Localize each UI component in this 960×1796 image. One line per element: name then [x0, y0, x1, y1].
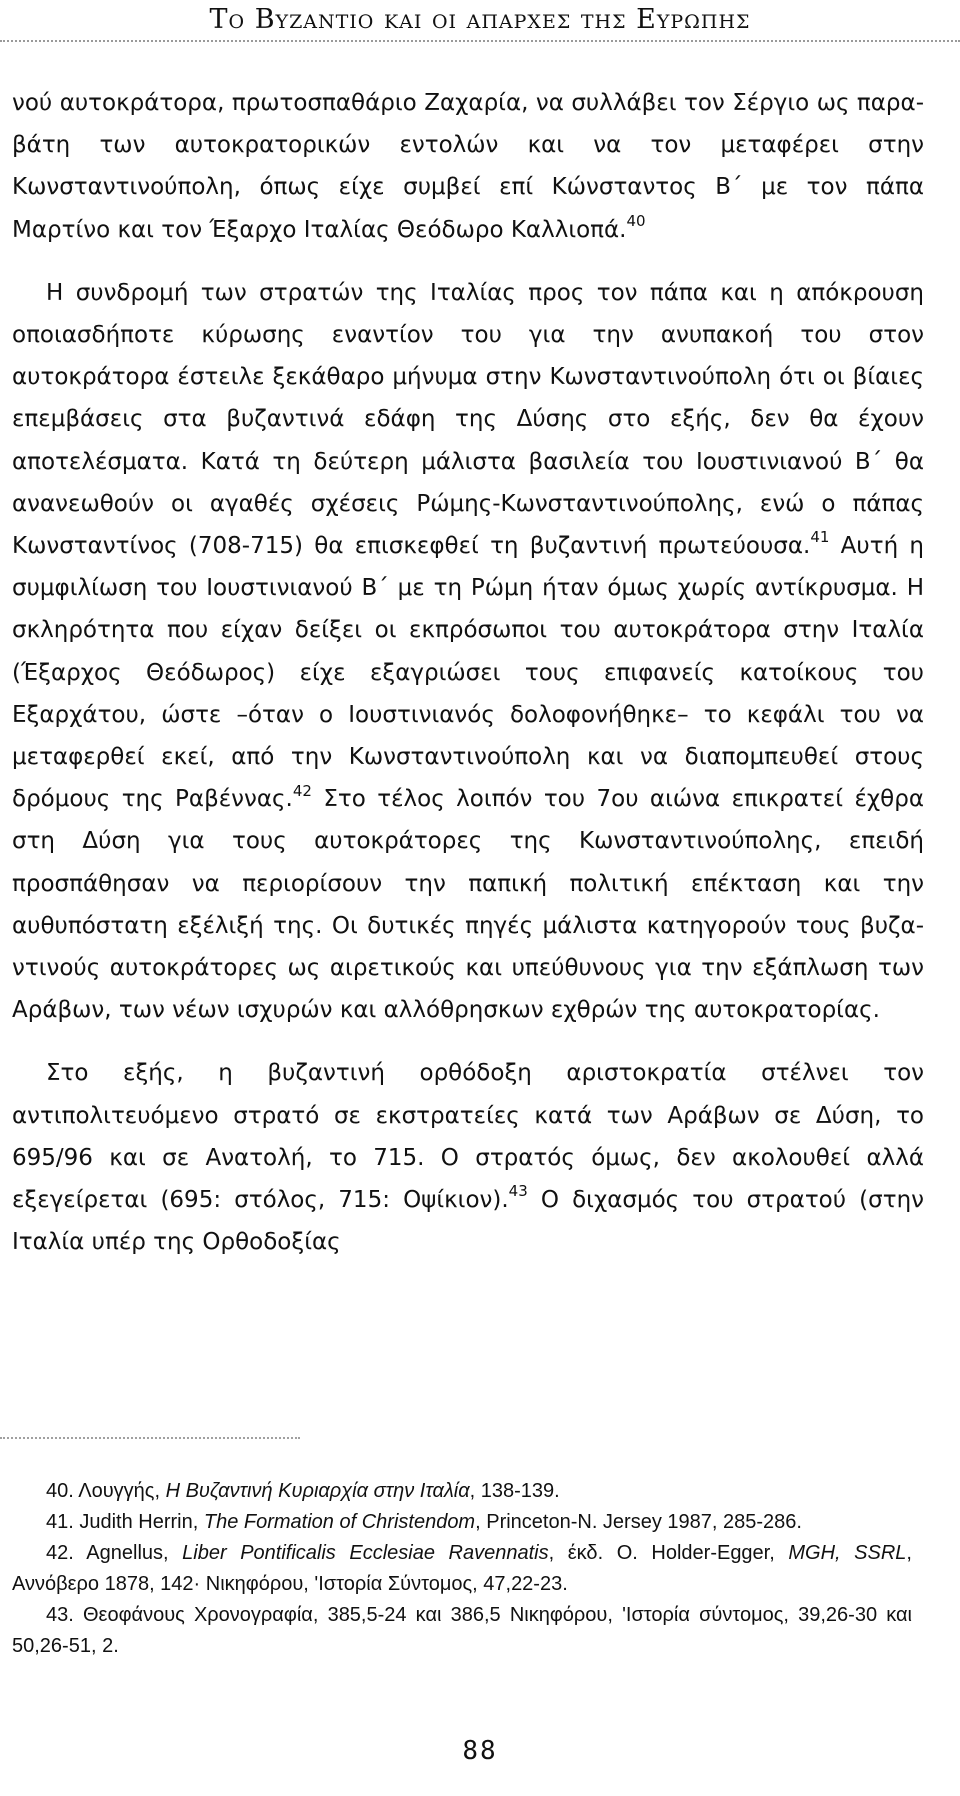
- footnote-text: Agnellus,: [73, 1542, 183, 1564]
- footnote-ref-43[interactable]: 43: [508, 1182, 528, 1201]
- paragraph-text: Στο εξής, η βυζαντινή ορθόδοξη αριστοκρατία στέλνει τον αντιπολιτευόμενο στρατό σε εκστρατείες κατά των Αράβων σε Δύση, το 695/96 και σε Ανατολή, το 715. Ο στρατός όμως, δεν ακολουθεί αλλά εξεγείρεται (695: στόλος, 715: Οψίκιον).: [12, 1060, 924, 1214]
- footnote-42: [12, 1538, 912, 1600]
- paragraph-text: Αυτή η συμφιλίωση του Ιουστινιανού Β΄ με τη Ρώμη ήταν όμως χωρίς αντίκρυσμα. Η σκληρότητα που είχαν δείξει οι εκπρόσωποι του αυτοκράτορα στην Ιταλία (Έξαρχος Θεόδωρος) είχε εξαγριώσει τους επιφανείς κατοίκους του Εξαρχάτου, ώστε –όταν ο Ιουστινιανός δολοφονήθηκε– το κεφάλι του να μεταφερθεί εκεί, από την Κωνσταντινούπολη και να διαπομπευθεί στους δρόμους της Ραβέννας.: [12, 533, 924, 813]
- footnote-title: The Formation of Christendom: [203, 1511, 476, 1533]
- footnote-41: [12, 1507, 912, 1538]
- footnote-ref-40[interactable]: 40: [626, 211, 646, 230]
- paragraph-text: Στο τέλος λοιπόν του 7ου αιώνα επικρατεί έχθρα στη Δύση για τους αυτοκράτορες της Κωνσταντινούπολης, επειδή προσπάθησαν να περιορίσουν την παπική πολιτική επέκταση και την αυθυπόστατη εξέλιξή της. Οι δυτικές πηγές μάλιστα κατηγορούν τους βυζαντινούς αυτοκράτορες ως αιρετικούς και υπεύθυνους για την εξάπλωση των Αράβων, των νέων ισχυρών και αλλόθρησκων εχθρών της αυτοκρατορίας.: [12, 786, 925, 1024]
- paragraph-text: Η συνδρομή των στρατών της Ιταλίας προς τον πάπα και η απόκρουση οποιασδήποτε κύρωσης εναντίον του για την ανυπακοή του στον αυτοκράτορα έστειλε ξεκάθαρο μήνυμα στην Κωνσταντινούπολη ότι οι βίαιες επεμβάσεις στα βυζαντινά εδάφη της Δύσης στο εξής, δεν θα έχουν αποτελέσματα. Κατά τη δεύτερη μάλιστα βασιλεία του Ιουστινιανού Β΄ θα ανανεωθούν οι αγαθές σχέσεις Ρώμης-Κωνσταντινούπολης, ενώ ο πάπας Κωνσταντίνος (708-715) θα επισκεφθεί τη βυζαντινή πρωτεύουσα.: [12, 279, 924, 560]
- footnote-title: MGH, SSRL: [788, 1542, 907, 1564]
- footnotes: [12, 1476, 912, 1662]
- page-number: 88: [462, 1736, 498, 1766]
- footnote-number: 41.: [46, 1511, 74, 1533]
- footnote-text: , Princeton-N. Jersey 1987, 285-286.: [475, 1511, 802, 1533]
- paragraph: [12, 272, 924, 1032]
- paragraph-text: νού αυτοκράτορα, πρωτοσπαθάριο Ζαχαρία, να συλλάβει τον Σέργιο ως παραβάτη των αυτοκρατορικών εντολών και να τον μεταφέρει στην Κωνσταντινούπολη, όπως είχε συμβεί επί Κώνσταντος Β΄ με τον πάπα Μαρτίνο και τον Έξαρχο Ιταλίας Θεόδωρο Καλλιοπά.: [12, 90, 924, 243]
- paragraph-continuation: [12, 82, 924, 251]
- footnote-text: Judith Herrin,: [73, 1511, 204, 1533]
- footnote-number: 43.: [46, 1604, 74, 1626]
- footnote-title: Η Βυζαντινή Κυριαρχία στην Ιταλία: [165, 1480, 470, 1502]
- body-text: [12, 82, 924, 1263]
- paragraph-text: Ο διχασμός του στρατού (στην Ιταλία υπέρ της Ορθοδοξίας: [12, 1187, 924, 1256]
- footnote-ref-42[interactable]: 42: [292, 781, 312, 800]
- running-head: Το Βυζαντιο και οι απαρχεσ τησ Ευρωπησ: [209, 4, 751, 35]
- footnote-divider: [0, 1437, 300, 1439]
- footnote-43: [12, 1600, 912, 1662]
- footnote-text: , έκδ. O. Holder-Egger,: [548, 1542, 789, 1564]
- footnote-text: , 138-139.: [469, 1480, 560, 1502]
- footnote-ref-41[interactable]: 41: [810, 528, 830, 547]
- header-divider: [0, 40, 960, 42]
- footnote-text: Θεοφάνους Χρονογραφία, 385,5-24 και 386,5 Νικηφόρου, 'Ιστορία σύντομος, 39,26-30 και 50,26-51, 2.: [12, 1604, 912, 1657]
- footnote-text: Λουγγής,: [73, 1480, 166, 1502]
- footnote-number: 40.: [46, 1480, 74, 1502]
- footnote-text: , Αννόβερο 1878, 142· Νικηφόρου, 'Ιστορία Σύντομος, 47,22-23.: [12, 1542, 912, 1595]
- paragraph: [12, 1052, 924, 1263]
- footnote-40: [12, 1476, 912, 1507]
- footnote-number: 42.: [46, 1542, 74, 1564]
- footnote-title: Liber Pontificalis Ecclesiae Ravennatis: [182, 1542, 549, 1564]
